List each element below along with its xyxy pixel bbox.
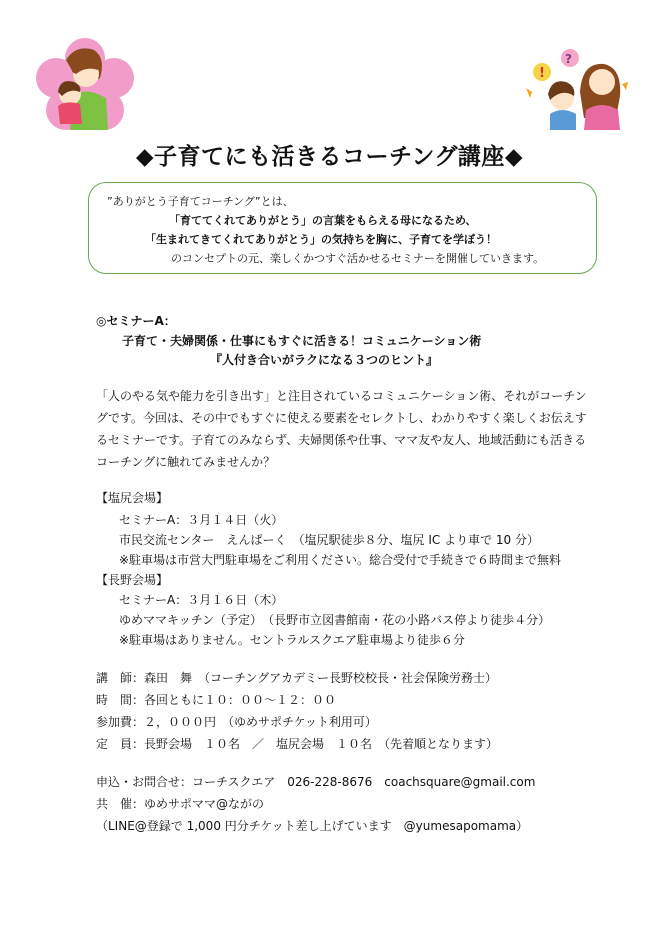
venue-shiojiri-place: 市民交流センター えんぱーく （塩尻駅徒歩８分、塩尻 IC より車で 10 分）: [119, 533, 539, 547]
venue-nagano-date: セミナーA：３月１６日（木）: [119, 593, 284, 607]
mother-child-illustration: [36, 38, 134, 134]
mother-child-questions-illustration: [520, 48, 630, 130]
intro-line-1: ”ありがとう子育てコーチング”とは、: [107, 195, 294, 208]
contact-organizer: 共 催：ゆめサポママ@ながの: [96, 797, 265, 811]
detail-time: 時 間：各回ともに１０：００～１２：００: [96, 693, 337, 707]
seminar-label: ◎セミナーA：: [96, 314, 176, 328]
intro-line-3: 「生まれてきてくれてありがとう」の気持ちを胸に、子育てを学ぼう！: [145, 233, 497, 246]
venue-shiojiri-date: セミナーA：３月１４日（火）: [119, 513, 284, 527]
body-line-4: コーチングに触れてみませんか？: [96, 455, 276, 469]
body-line-2: グです。今回は、その中でもすぐに使える要素をセレクトし、わかりやすく楽しくお伝えす: [96, 411, 587, 425]
body-line-3: るセミナーです。子育てのみならず、夫婦関係や仕事、ママ友や友人、地域活動にも活きる: [96, 433, 587, 447]
venue-nagano-place: ゆめママキッチン（予定） （長野市立図書館南・花の小路バス停より徒歩４分）: [119, 613, 551, 627]
intro-line-2: 「育ててくれてありがとう」の言葉をもらえる母になるため、: [169, 214, 477, 227]
venue-shiojiri-header: 【塩尻会場】: [96, 491, 169, 505]
svg-text:?: ?: [565, 52, 572, 66]
intro-line-4: のコンセプトの元、楽しくかつすぐ活かせるセミナーを開催していきます。: [171, 252, 545, 265]
contact-line: （LINE@登録で 1,000 円分チケット差し上げています @yumesapomama）: [96, 819, 529, 833]
venue-nagano-header: 【長野会場】: [96, 573, 169, 587]
detail-instructor: 講 師：森田 舞 （コーチングアカデミー長野校校長・社会保険労務士）: [96, 671, 498, 685]
seminar-hint: 『人付き合いがラクになる３つのヒント』: [210, 353, 439, 367]
seminar-subtitle: 子育て・夫婦関係・仕事にもすぐに活きる！コミュニケーション術: [122, 334, 482, 348]
venue-nagano-note: ※駐車場はありません。セントラルスクエア駐車場より徒歩６分: [119, 633, 465, 647]
detail-capacity: 定 員：長野会場 １０名 ／ 塩尻会場 １０名 （先着順となります）: [96, 737, 499, 751]
contact-inquiry: 申込・お問合せ：コーチスクエア 026-228-8676 coachsquare@gmail.com: [96, 775, 536, 789]
venue-shiojiri-note: ※駐車場は市営大門駐車場をご利用ください。総合受付で手続きで６時間まで無料: [119, 553, 562, 567]
detail-fee: 参加費：２，０００円 （ゆめサポチケット利用可）: [96, 715, 377, 729]
page-title: ◆子育てにも活きるコーチング講座◆: [135, 144, 524, 170]
body-line-1: 「人のやる気や能力を引き出す」と注目されているコミュニケーション術、それがコーチン: [96, 389, 587, 403]
intro-box: [88, 182, 597, 274]
svg-text:!: !: [539, 66, 545, 81]
